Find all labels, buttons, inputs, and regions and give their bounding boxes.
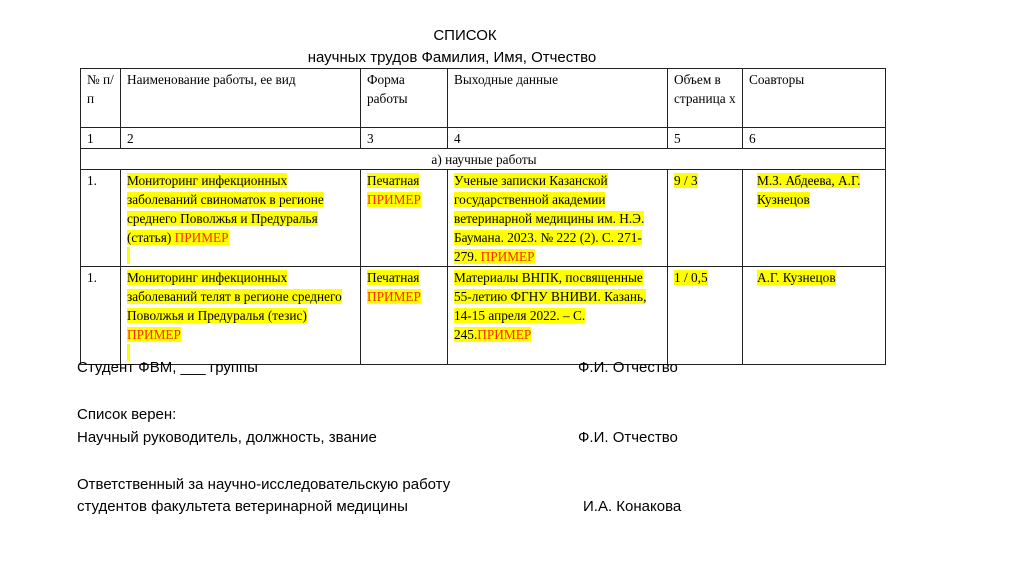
volume-cell [668, 267, 743, 365]
example-tag: ПРИМЕР [367, 192, 421, 207]
supervisor-name: Ф.И. Отчество [578, 429, 678, 446]
student-name: Ф.И. Отчество [578, 359, 678, 376]
header-cell: Выходные данные [448, 69, 668, 128]
responsible-name: И.А. Конакова [583, 498, 682, 515]
coauthors-cell [743, 170, 886, 267]
table-row [81, 170, 886, 267]
coauthors: М.З. Абдеева, А.Г. Кузнецов [757, 173, 861, 207]
column-number: 5 [668, 128, 743, 149]
example-tag: ПРИМЕР [127, 327, 181, 342]
header-cell: Соавторы [743, 69, 886, 128]
header-cell: Объем в страница х [668, 69, 743, 128]
output-cell [448, 170, 668, 267]
column-number: 1 [81, 128, 121, 149]
work-form: Печатная [367, 270, 420, 285]
output-data: Материалы ВНПК, посвященные 55-летию ФГНУ ВНИВИ. Казань, 14-15 апреля 2022. – С. 245. [454, 270, 647, 342]
publications-table [80, 68, 886, 365]
work-form: Печатная [367, 173, 420, 188]
column-number-row [81, 128, 886, 149]
coauthors: А.Г. Кузнецов [757, 270, 836, 285]
document-subtitle: научных трудов Фамилия, Имя, Отчество [307, 49, 597, 66]
coauthors-cell [743, 267, 886, 365]
responsible-label-1: Ответственный за научно-исследовательскую работу [77, 476, 451, 493]
example-tag: ПРИМЕР [174, 230, 229, 245]
column-number: 6 [743, 128, 886, 149]
work-name-cell [121, 170, 361, 267]
example-tag: ПРИМЕР [480, 249, 535, 264]
section-title: а) научные работы [81, 149, 886, 170]
row-number: 1. [81, 170, 121, 267]
header-cell: № п/п [81, 69, 121, 128]
column-number: 3 [361, 128, 448, 149]
verified-label: Список верен: [77, 406, 177, 423]
work-name-cell [121, 267, 361, 365]
supervisor-label: Научный руководитель, должность, звание [77, 429, 377, 446]
document-title: СПИСОК [433, 27, 497, 44]
table-row [81, 267, 886, 365]
output-data: Ученые записки Казанской государственной академии ветеринарной медицины им. Н.Э. Баумана. 2023. № 222 (2). С. 271-279. [454, 173, 645, 264]
row-number: 1. [81, 267, 121, 365]
work-name: Мониторинг инфекционных заболеваний свиноматок в регионе среднего Поволжья и Предуралья (статья) [127, 173, 324, 245]
text-caret [127, 247, 130, 264]
form-cell [361, 170, 448, 267]
header-cell: Наименование работы, ее вид [121, 69, 361, 128]
work-name: Мониторинг инфекционных заболеваний телят в регионе среднего Поволжья и Предуралья (тезис) [127, 270, 342, 323]
form-cell [361, 267, 448, 365]
table-header-row [81, 69, 886, 128]
column-number: 4 [448, 128, 668, 149]
volume: 1 / 0,5 [674, 270, 708, 285]
column-number: 2 [121, 128, 361, 149]
volume: 9 / 3 [674, 173, 698, 188]
responsible-label-2: студентов факультета ветеринарной медицины [77, 498, 408, 515]
section-row [81, 149, 886, 170]
header-cell: Форма работы [361, 69, 448, 128]
student-label: Студент ФВМ, ___ группы [77, 359, 258, 376]
example-tag: ПРИМЕР [477, 327, 532, 342]
volume-cell [668, 170, 743, 267]
output-cell [448, 267, 668, 365]
example-tag: ПРИМЕР [367, 289, 421, 304]
